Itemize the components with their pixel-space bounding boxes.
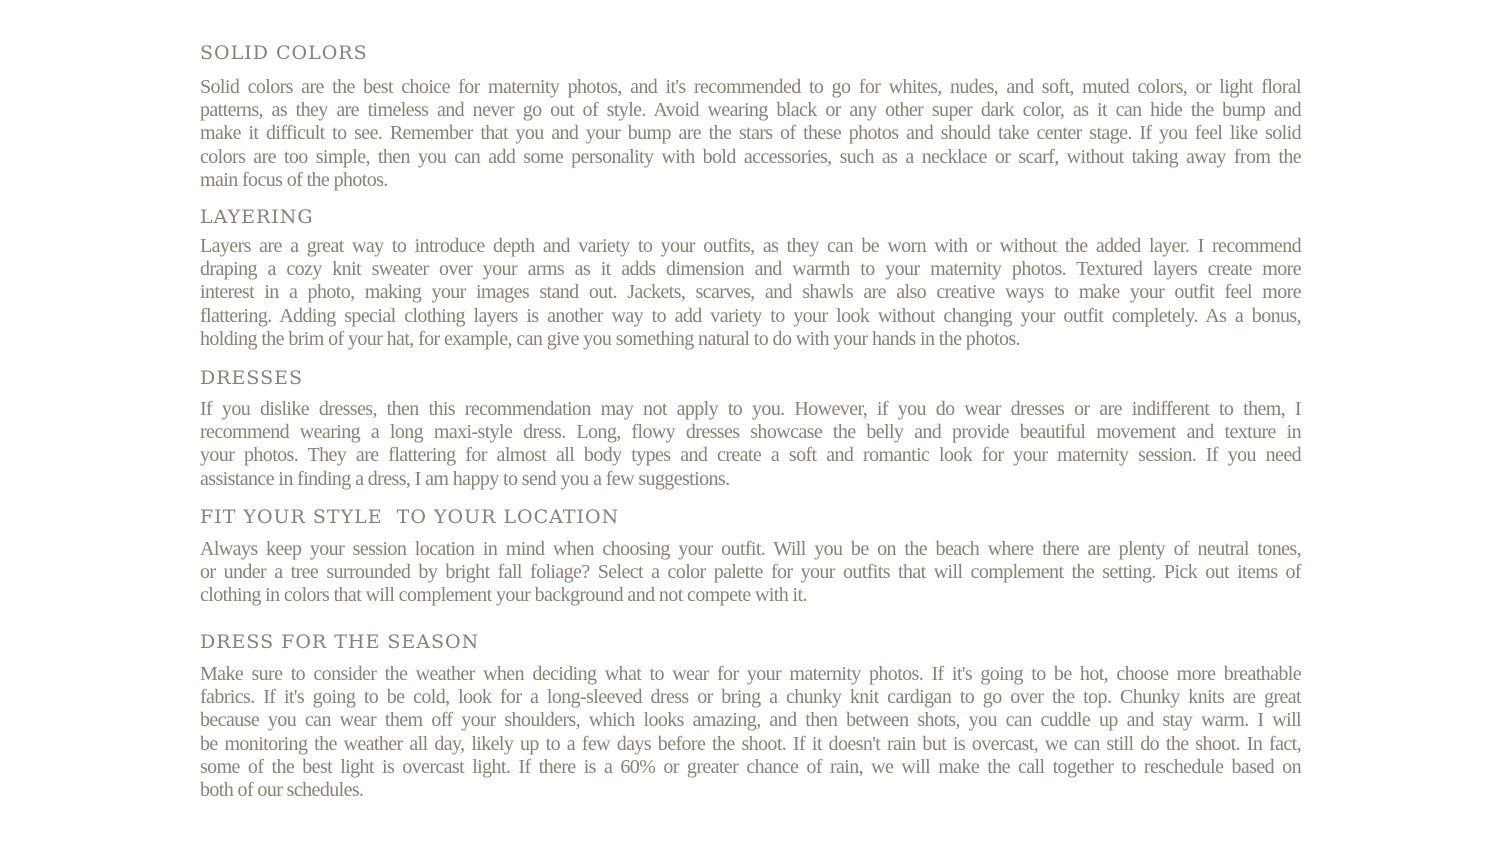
section-body-fit-your-style xyxy=(200,538,1301,608)
text-line: holding the brim of your hat, for example, can give you something natural to do with your hands in the photos. xyxy=(200,327,1020,350)
text-line: flattering. Adding special clothing layers is another way to add variety to your look without changing your outfit completely. As a bonus, xyxy=(200,304,1301,327)
section-heading-fit-your-style: FIT YOUR STYLE TO YOUR LOCATION xyxy=(200,506,620,528)
text-line: interest in a photo, making your images stand out. Jackets, scarves, and shawls are also creative ways to make your outfit feel more xyxy=(200,281,1301,304)
text-line: draping a cozy knit sweater over your arms as it adds dimension and warmth to your maternity photos. Textured layers create more xyxy=(200,258,1301,281)
text-line: be monitoring the weather all day, likely up to a few days before the shoot. If it doesn't rain but is overcast, we can still do the shoot. In fact, xyxy=(200,732,1301,755)
text-line: Layers are a great way to introduce depth and variety to your outfits, as they can be worn with or without the added layer. I recommend xyxy=(200,235,1301,257)
text-line: main focus of the photos. xyxy=(200,168,388,191)
text-line: both of our schedules. xyxy=(200,779,364,802)
text-line: because you can wear them off your shoulders, which looks amazing, and then between shots, you can cuddle up and stay warm. I will xyxy=(200,709,1301,732)
section-heading-dress-for-the-season: DRESS FOR THE SEASON xyxy=(200,631,480,653)
text-line: colors are too simple, then you can add some personality with bold accessories, such as a necklace or scarf, without taking away from the xyxy=(200,145,1301,168)
text-line: assistance in finding a dress, I am happy to send you a few suggestions. xyxy=(200,467,730,490)
section-body-solid-colors xyxy=(200,76,1301,192)
text-line: Always keep your session location in mind when choosing your outfit. Will you be on the beach where there are plenty of neutral tones, xyxy=(200,538,1301,560)
text-line: patterns, as they are timeless and never go out of style. Avoid wearing black or any other super dark color, as it can hide the bump and xyxy=(200,99,1301,122)
text-line: Solid colors are the best choice for maternity photos, and it's recommended to go for whites, nudes, and soft, muted colors, or light floral xyxy=(200,76,1301,98)
text-line: recommend wearing a long maxi-style dress. Long, flowy dresses showcase the belly and provide beautiful movement and texture in xyxy=(200,421,1301,444)
section-heading-layering: LAYERING xyxy=(200,206,314,228)
section-body-dresses xyxy=(200,398,1301,491)
section-heading-dresses: DRESSES xyxy=(200,367,303,389)
text-line: Make sure to consider the weather when deciding what to wear for your maternity photos. If it's going to be hot, choose more breathable xyxy=(200,663,1301,685)
text-line: clothing in colors that will complement your background and not compete with it. xyxy=(200,584,807,607)
text-line: make it difficult to see. Remember that you and your bump are the stars of these photos and should take center stage. If you feel like solid xyxy=(200,122,1301,145)
section-body-dress-for-the-season xyxy=(200,663,1301,802)
text-line: If you dislike dresses, then this recommendation may not apply to you. However, if you do wear dresses or are indifferent to them, I xyxy=(200,398,1301,420)
text-line: or under a tree surrounded by bright fall foliage? Select a color palette for your outfits that will complement the setting. Pick out items of xyxy=(200,561,1301,584)
text-line: your photos. They are flattering for almost all body types and create a soft and romantic look for your maternity session. If you need xyxy=(200,444,1301,467)
text-line: fabrics. If it's going to be cold, look for a long-sleeved dress or bring a chunky knit cardigan to go over the top. Chunky knits are great xyxy=(200,686,1301,709)
text-line: some of the best light is overcast light. If there is a 60% or greater chance of rain, we will make the call together to reschedule based on xyxy=(200,755,1301,778)
section-heading-solid-colors: SOLID COLORS xyxy=(200,42,368,64)
section-body-layering xyxy=(200,235,1301,351)
